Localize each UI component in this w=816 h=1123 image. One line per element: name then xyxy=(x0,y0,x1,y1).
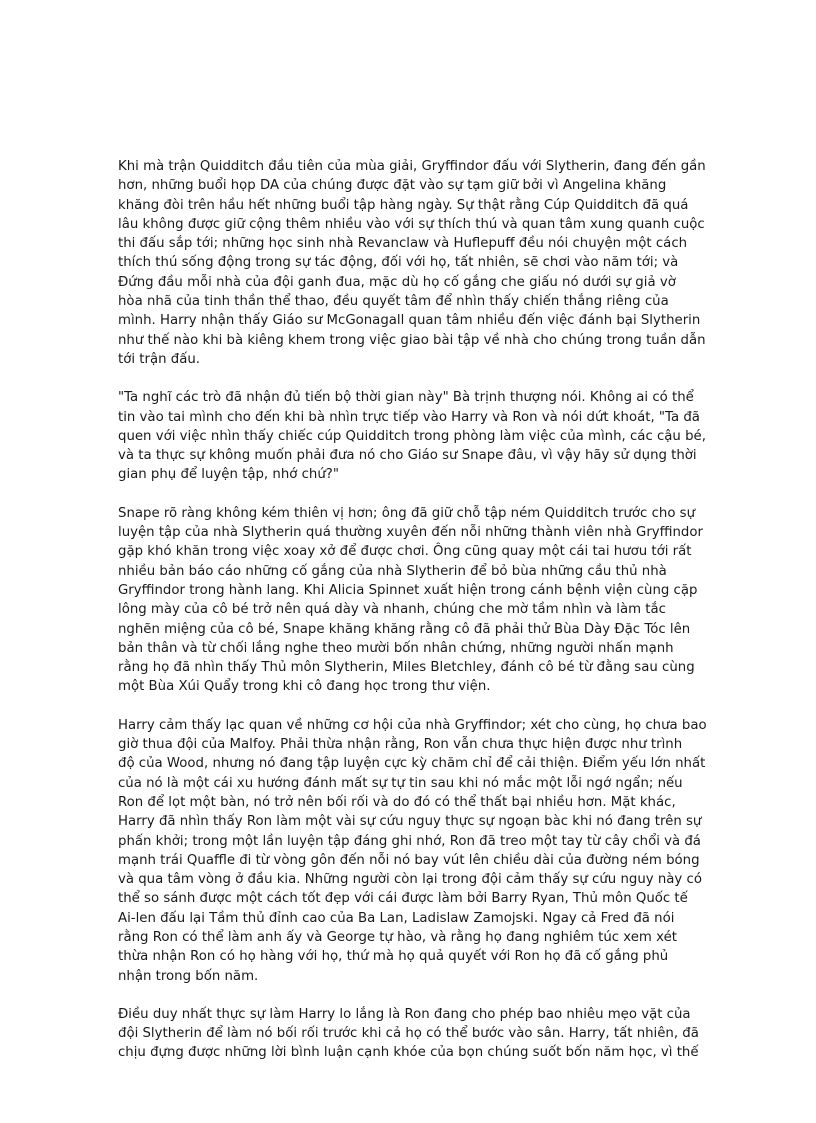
text-line: luyện tập của nhà Slytherin quá thường xuyên đến nỗi những thành viên nhà Gryffindor xyxy=(118,525,703,541)
text-line: mạnh trái Quaffle đi từ vòng gôn đến nỗi nó bay vút lên chiều dài của đường ném bóng xyxy=(118,852,700,868)
paragraph-1 xyxy=(118,157,708,369)
text-line: và qua tâm vòng ở đầu kia. Những người còn lại trong đội cảm thấy sự cứu nguy này có xyxy=(118,872,702,888)
text-line: mình. Harry nhận thấy Giáo sư McGonagall quan tâm nhiều đến việc đánh bại Slytherin xyxy=(118,313,701,329)
text-line: Harry cảm thấy lạc quan về những cơ hội của nhà Gryffindor; xét cho cùng, họ chưa bao xyxy=(118,717,707,733)
text-line: và ta thực sự không muốn phải đưa nó cho Giáo sư Snape đâu, vì vậy hãy sử dụng thời xyxy=(118,448,697,464)
text-line: tin vào tai mình cho đến khi bà nhìn trực tiếp vào Harry và Ron và nói dứt khoát, "Ta đã xyxy=(118,409,700,425)
text-line: lâu không được giữ cộng thêm nhiều vào với sự thích thú và quan tâm xung quanh cuộc xyxy=(118,216,705,232)
text-line: một Bùa Xúi Quẩy trong khi cô đang học trong thư viện. xyxy=(118,679,491,695)
text-line: khăng đòi trên hầu hết những buổi tập hàng ngày. Sự thật rằng Cúp Quidditch đã quá xyxy=(118,197,689,213)
text-line: thi đấu sắp tới; những học sinh nhà Revanclaw và Huflepuff đều nói chuyện một cách xyxy=(118,236,688,252)
text-line: quen với việc nhìn thấy chiếc cúp Quidditch trong phòng làm việc của mình, các cậu bé, xyxy=(118,428,706,444)
text-line: Điều duy nhất thực sự làm Harry lo lắng là Ron đang cho phép bao nhiêu mẹo vặt của xyxy=(118,1006,691,1022)
text-line: thể so sánh được một cách tốt đẹp với cái được làm bởi Barry Ryan, Thủ môn Quốc tế xyxy=(118,891,688,907)
text-line: của nó là một cái xu hướng đánh mất sự tự tin sau khi nó mắc một lỗi ngớ ngẩn; nếu xyxy=(118,775,683,791)
text-line: "Ta nghĩ các trò đã nhận đủ tiến bộ thời gian này" Bà trịnh thượng nói. Không ai có thể xyxy=(118,390,694,406)
text-line: độ của Wood, nhưng nó đang tập luyện cực kỳ chăm chỉ để cải thiện. Điểm yếu lớn nhất xyxy=(118,756,706,772)
text-line: Harry đã nhìn thấy Ron làm một vài sự cứu nguy thực sự ngoạn bàc khi nó đang trên sự xyxy=(118,814,702,830)
text-line: Đứng đầu mỗi nhà của đội ganh đua, mặc dù họ cố gắng che giấu nó dưới sự giả vờ xyxy=(118,274,676,290)
text-line: phấn khởi; trong một lần luyện tập đáng ghi nhớ, Ron đã treo một tay từ cây chổi và đá xyxy=(118,833,701,849)
text-line: Gryffindor trong hành lang. Khi Alicia Spinnet xuất hiện trong cánh bệnh viện cùng cặp xyxy=(118,582,698,598)
paragraph-2 xyxy=(118,388,708,484)
text-line: tới trận đấu. xyxy=(118,351,200,367)
text-line: thích thú sống động trong sự tác động, đối với họ, tất nhiên, sẽ chơi vào năm tới; và xyxy=(118,255,679,271)
paragraph-3 xyxy=(118,504,708,697)
text-line: rằng Ron có thể làm anh ấy và George tự hào, và rằng họ đang nghiêm túc xem xét xyxy=(118,929,677,945)
text-line: hơn, những buổi họp DA của chúng được đặt vào sự tạm giữ bởi vì Angelina khăng xyxy=(118,178,667,194)
text-line: hòa nhã của tinh thần thể thao, đều quyết tâm để nhìn thấy chiến thắng riêng của xyxy=(118,294,669,310)
text-line: Snape rõ ràng không kém thiên vị hơn; ông đã giữ chỗ tập ném Quidditch trước cho sự xyxy=(118,505,696,521)
text-line: thừa nhận Ron có họ hàng với họ, thứ mà họ quả quyết với Ron họ đã cố gắng phủ xyxy=(118,949,669,965)
text-line: rằng họ đã nhìn thấy Thủ môn Slytherin, Miles Bletchley, đánh cô bé từ đằng sau cùng xyxy=(118,660,695,676)
paragraph-5 xyxy=(118,1005,708,1063)
text-line: như thế nào khi bà kiêng khem trong việc giao bài tập về nhà cho chúng trong tuần dẫn xyxy=(118,332,706,348)
text-line: Ron để lọt một bàn, nó trở nên bối rối và do đó có thể thất bại nhiều hơn. Mặt khác, xyxy=(118,794,676,810)
text-line: gặp khó khăn trong việc xoay xở để được chơi. Ông cũng quay một cái tai hươu tới rất xyxy=(118,544,692,560)
text-line: nhận trong bốn năm. xyxy=(118,968,259,984)
text-line: chịu đựng được những lời bình luận cạnh khóe của bọn chúng suốt bốn năm học, vì thế xyxy=(118,1045,699,1061)
text-line: đội Slytherin để làm nó bối rối trước khi cả họ có thể bước vào sân. Harry, tất nhiên, đã xyxy=(118,1026,699,1042)
text-line: nghẽn miệng của cô bé, Snape khăng khăng rằng cô đã phải thử Bùa Dày Đặc Tóc lên xyxy=(118,621,691,637)
document-body xyxy=(118,157,708,1082)
text-line: nhiều bản báo cáo những cố gắng của nhà Slytherin để bỏ bùa những cầu thủ nhà xyxy=(118,563,667,579)
text-line: giờ thua đội của Malfoy. Phải thừa nhận rằng, Ron vẫn chưa thực hiện được như trình xyxy=(118,737,683,753)
text-line: Ai-len đấu lại Tầm thủ đỉnh cao của Ba Lan, Ladislaw Zamojski. Ngay cả Fred đã nói xyxy=(118,910,675,926)
text-line: lông mày của cô bé trở nên quá dày và nhanh, chúng che mờ tầm nhìn và làm tắc xyxy=(118,602,666,618)
text-line: bản thân và từ chối lắng nghe theo mười bốn nhân chứng, những người nhấn mạnh xyxy=(118,640,674,656)
text-line: gian phụ để luyện tập, nhớ chứ?" xyxy=(118,467,339,483)
paragraph-4 xyxy=(118,716,708,986)
text-line: Khi mà trận Quidditch đầu tiên của mùa giải, Gryffindor đấu với Slytherin, đang đến gần xyxy=(118,159,706,174)
